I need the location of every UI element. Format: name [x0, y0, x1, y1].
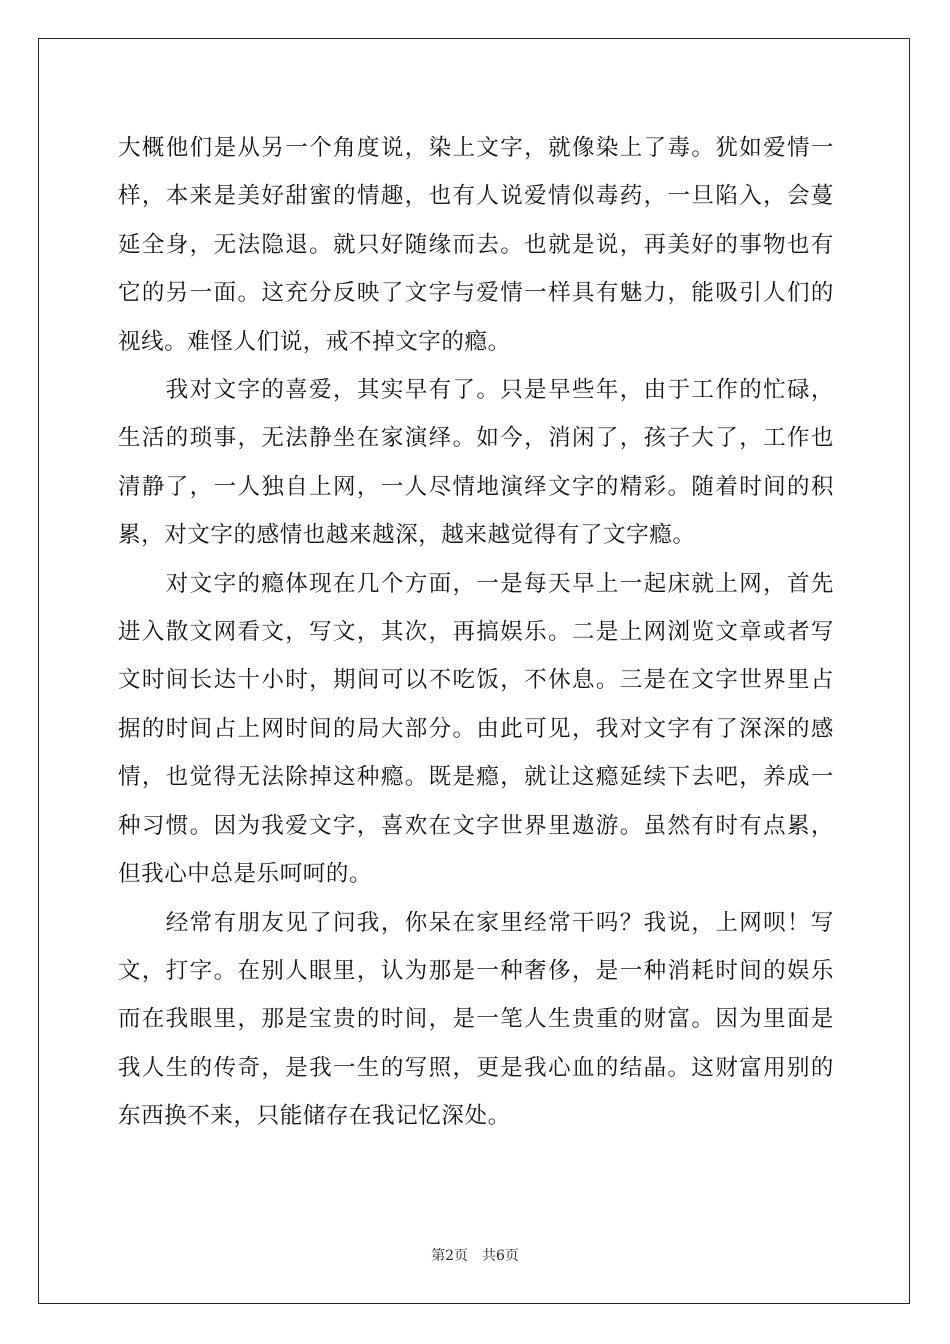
paragraph-2: 我对文字的喜爱，其实早有了。只是早些年，由于工作的忙碌，生活的琐事，无法静坐在家演绎。如今，消闲了，孩子大了，工作也清静了，一人独自上网，一人尽情地演绎文字的精彩。随着时间的积累，对文字的感情也越来越深，越来越觉得有了文字瘾。 [118, 377, 834, 549]
paragraph-3: 对文字的瘾体现在几个方面，一是每天早上一起床就上网，首先进入散文网看文，写文，其次，再搞娱乐。二是上网浏览文章或者写文时间长达十小时，期间可以不吃饭，不休息。三是在文字世界里占据的时间占上网时间的局大部分。由此可见，我对文字有了深深的感情，也觉得无法除掉这种瘾。既是瘾，就让这瘾延续下去吧，养成一种习惯。因为我爱文字，喜欢在文字世界里遨游。虽然有时有点累，但我心中总是乐呵呵的。 [118, 570, 834, 888]
page-number: 第2页 共6页 [431, 1248, 519, 1264]
document-body [118, 124, 834, 1141]
paragraph-1: 大概他们是从另一个角度说，染上文字，就像染上了毒。犹如爱情一样，本来是美好甜蜜的情趣，也有人说爱情似毒药，一旦陷入，会蔓延全身，无法隐退。就只好随缘而去。也就是说，再美好的事物也有它的另一面。这充分反映了文字与爱情一样具有魅力，能吸引人们的视线。难怪人们说，戒不掉文字的瘾。 [118, 135, 834, 355]
paragraph-4: 经常有朋友见了问我，你呆在家里经常干吗？我说，上网呗！写文，打字。在别人眼里，认为那是一种奢侈，是一种消耗时间的娱乐而在我眼里，那是宝贵的时间，是一笔人生贵重的财富。因为里面是我人生的传奇，是我一生的写照，更是我心血的结晶。这财富用别的东西换不来，只能储存在我记忆深处。 [118, 909, 834, 1130]
